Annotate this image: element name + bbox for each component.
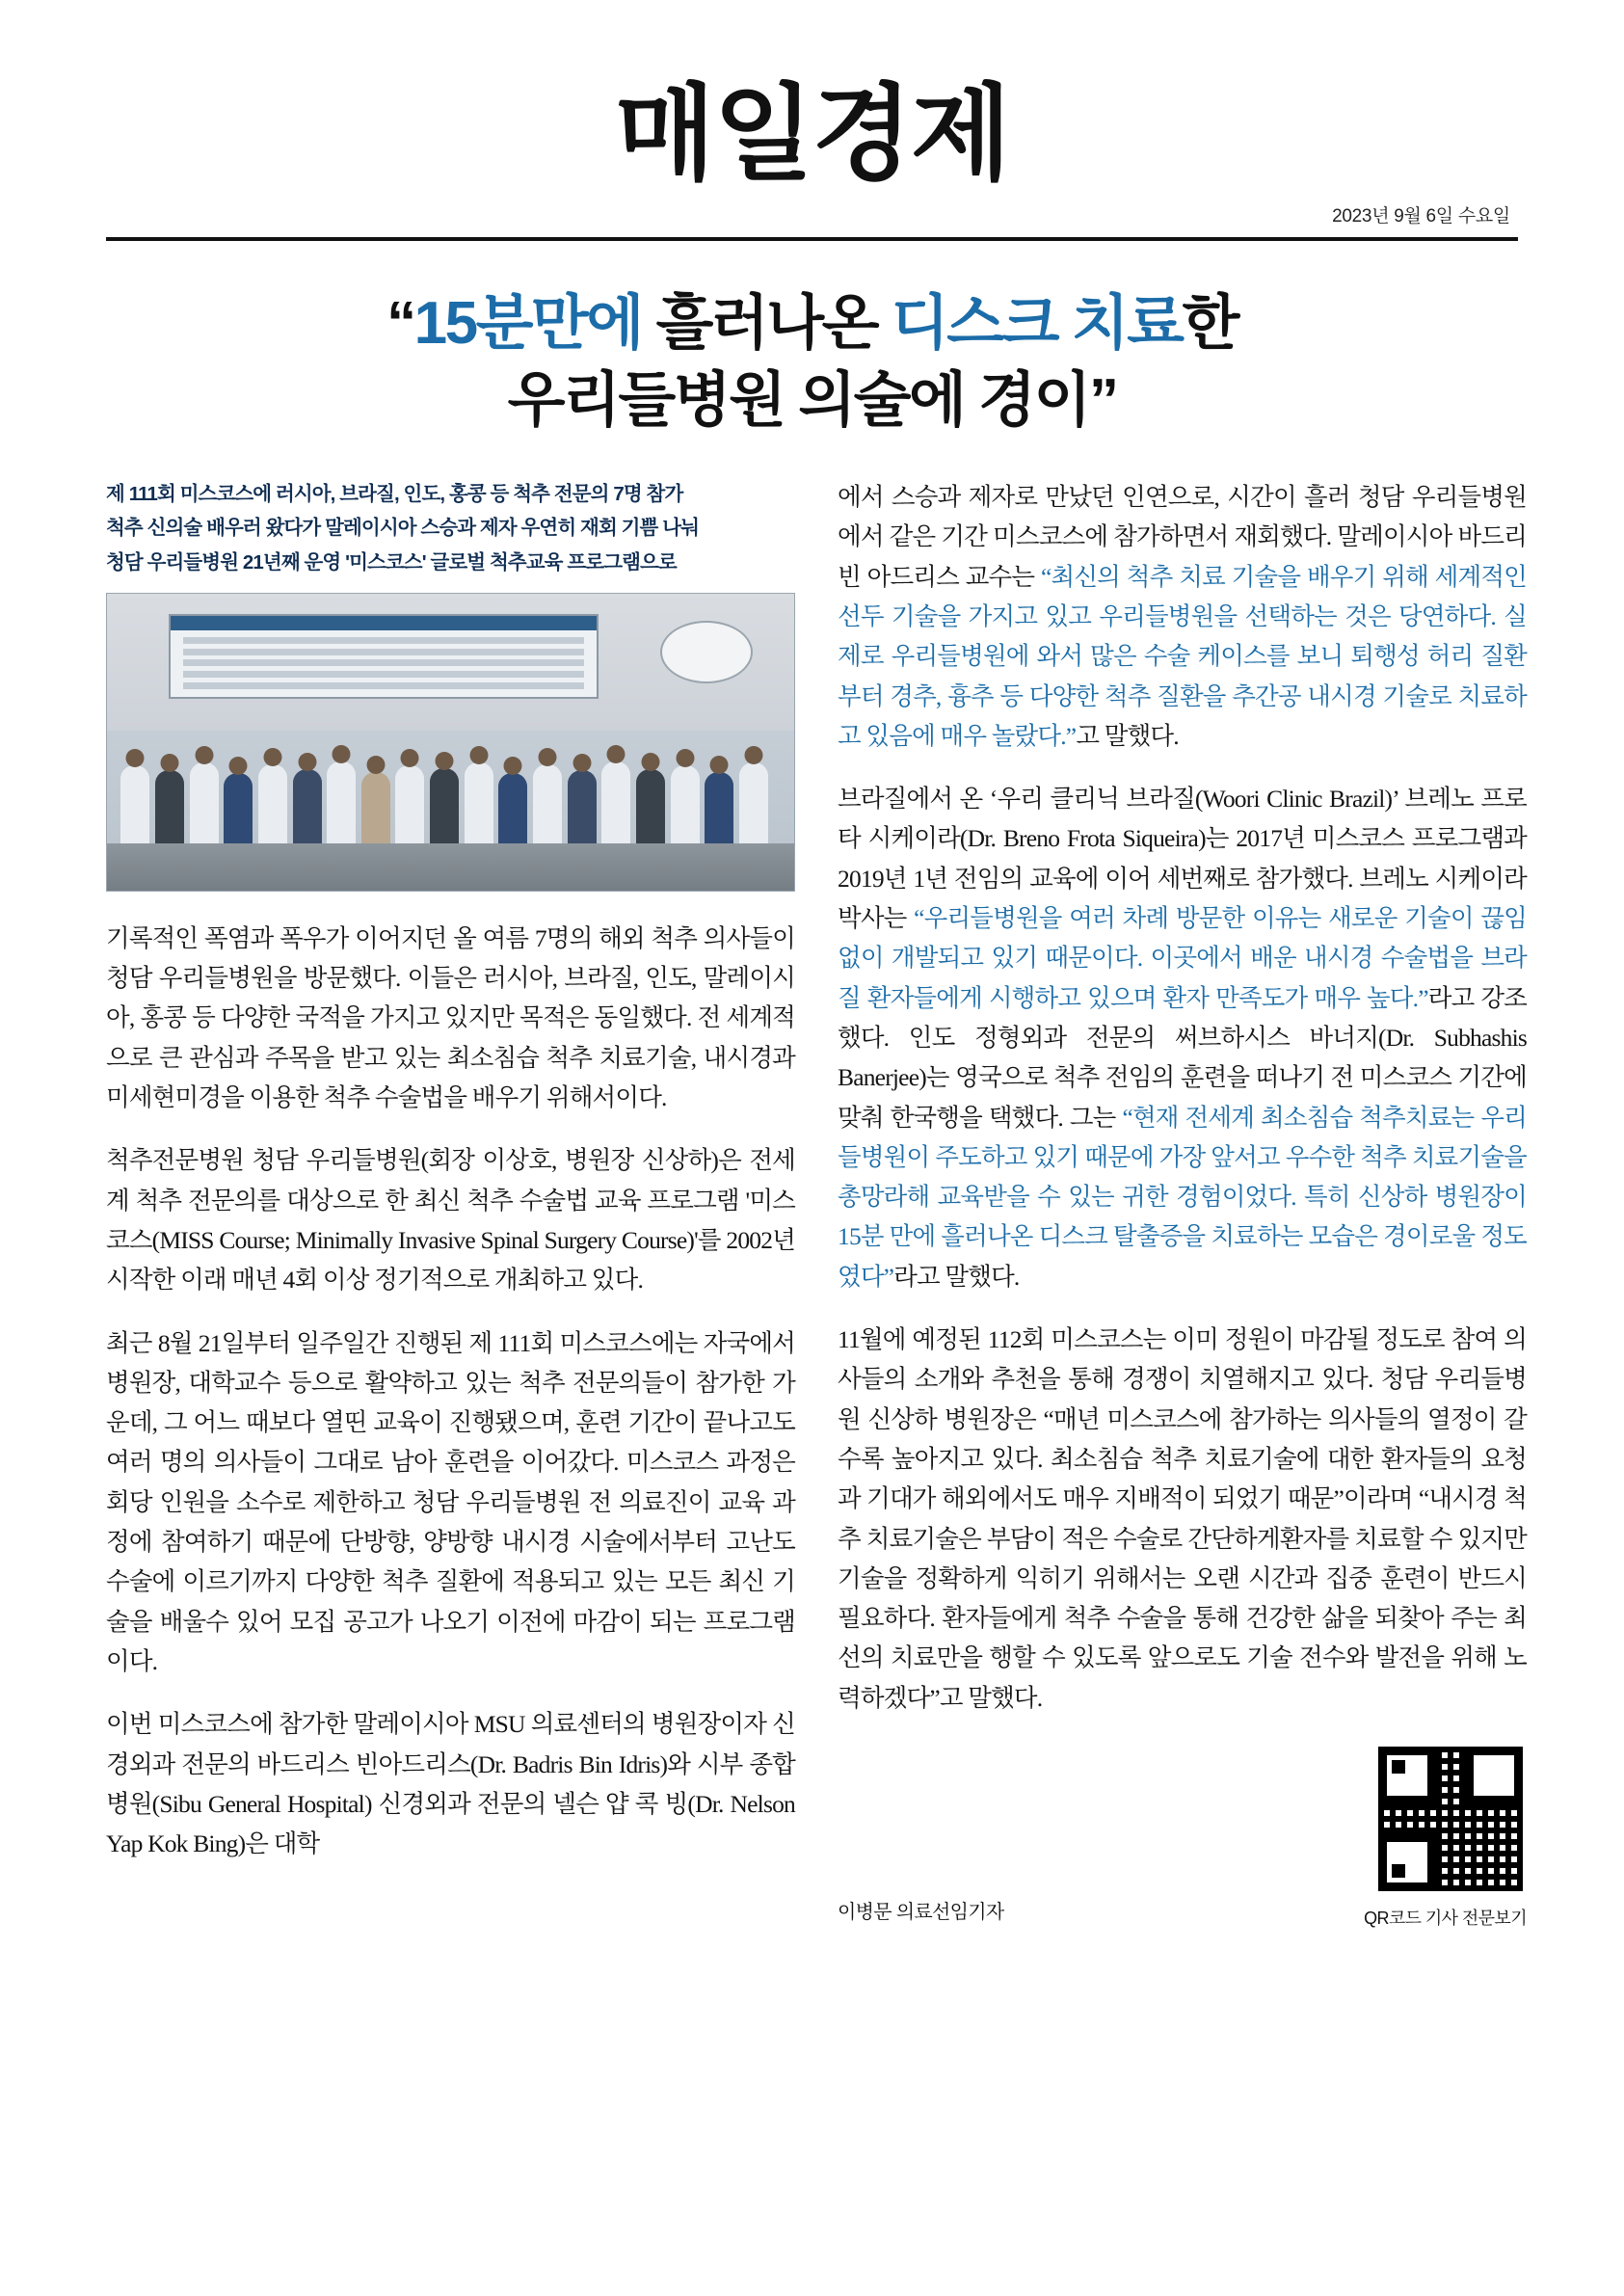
photo-person [739,762,768,848]
headline-accent-2: 디스크 치료 [891,290,1183,358]
byline: 이병문 의료선임기자 [838,1902,1004,1924]
pull-quote: “우리들병원을 여러 차례 방문한 이유는 새로운 기술이 끊임없이 개발되고 있기 때문이다. 이곳에서 배운 내시경 수술법을 브라질 환자들에게 시행하고 있으며 환자 만족도가 매우 높다.” [838,904,1527,1012]
headline-close-quote: ” [1088,366,1117,434]
paragraph-text: 브라질에서 온 ‘우리 클리닉 브라질(Woori Clinic Brazil)’ 브레노 프로타 시케이라(Dr. Breno Frota Siqueira)는 2017년 미스코스 프로그램과 2019년 1년 전임의 교육에 이어 세번째로 참가했다. 브레노 시케이라 박사는 [838,785,1527,933]
photo-person [533,764,562,849]
photo-person [120,765,149,849]
paragraph: 이번 미스코스에 참가한 말레이시아 MSU 의료센터의 병원장이자 신경외과 전문의 바드리스 빈아드리스(Dr. Badris Bin Idris)와 시부 종합병원(Sibu General Hospital) 신경외과 전문의 넬슨 얍 콕 빙(Dr. Nelson Yap Kok Bing)은 대학 [106,1710,795,1858]
article-photo [106,593,795,892]
photo-person [671,765,700,849]
photo-person [568,770,597,848]
photo-screen-row [183,637,584,644]
kicker-line-2: 척추 신의술 배우러 왔다가 말레이시아 스승과 제자 우연히 재회 기쁨 나눠 [106,517,700,540]
paragraph: 최근 8월 21일부터 일주일간 진행된 제 111회 미스코스에는 자국에서 병원장, 대학교수 등으로 활약하고 있는 척추 전문의들이 참가한 가운데, 그 어느 때보다 열띤 교육이 진행됐으며, 훈련 기간이 끝나고도 여러 명의 의사들이 그대로 남아 훈련을 이어갔다. 미스코스 과정은 회당 인원을 소수로 제한하고 청담 우리들병원 전 의료진이 교육 과정에 참여하기 때문에 단방향, 양방향 내시경 시술에서부터 고난도 수술에 이르기까지 다양한 척추 질환에 적용되고 있는 모든 최신 기술을 배울수 있어 모집 공고가 나오기 이전에 마감이 되는 프로그램이다. [106,1328,795,1675]
headline-line-2-text: 우리들병원 의술에 경이 [507,366,1089,434]
photo-screen-row [183,649,584,655]
headline-plain-2: 한 [1182,290,1238,358]
qr-code-icon[interactable] [1374,1743,1527,1895]
paragraph [838,477,1527,756]
photo-floor [107,843,794,891]
photo-person [327,761,356,849]
article-footer [838,1743,1527,1930]
kicker-line-1: 제 111회 미스코스에 러시아, 브라질, 인도, 홍콩 등 척추 전문의 7명 참가 [106,483,683,506]
photo-person [498,773,527,849]
qr-caption: QR코드 기사 전문보기 [1364,1909,1527,1929]
masthead [106,75,1518,241]
paragraph-text: 고 말했다. [1076,721,1179,750]
photo-person [601,761,630,849]
photo-person [155,770,184,848]
headline-line-1 [106,285,1518,361]
photo-presentation-screen [169,614,599,698]
photo-person [224,773,253,849]
photo-person [190,762,219,848]
photo-screen-row [183,671,584,678]
qr-finder-core [1392,1760,1405,1774]
publication-date: 2023년 9월 6일 수요일 [1332,206,1510,227]
right-column [838,477,1527,1930]
headline-plain-1: 흘러나온 [641,290,892,358]
paragraph: 척추전문병원 청담 우리들병원(회장 이상호, 병원장 신상하)은 전세계 척추 전문의를 대상으로 한 최신 척추 수술법 교육 프로그램 '미스코스(MISS Course; Minimally Invasive Spinal Surgery Course)'를 2002년 시작한 이래 매년 4회 이상 정기적으로 개최하고 있다. [106,1146,795,1295]
photo-crowd [107,718,794,849]
paragraph [838,779,1527,1296]
photo-person [465,762,493,848]
pull-quote: “현재 전세계 최소침습 척추치료는 우리들병원이 주도하고 있기 때문에 가장 앞서고 우수한 척추 치료기술을 총망라해 교육받을 수 있는 귀한 경험이었다. 특히 신상하 병원장이 15분 만에 흘러나온 디스크 탈출증을 치료하는 모습은 경이로울 정도였다” [838,1103,1527,1291]
qr-finder-core [1496,1760,1509,1774]
photo-screen-row [183,659,584,666]
headline-line-2 [106,362,1518,439]
paragraph-text: 라고 강조했다. 인도 정형외과 전문의 써브하시스 바너지(Dr. Subhashis Banerjee)는 영국으로 척추 전임의 훈련을 떠나기 전 미스코스 기간에 맞춰 한국행을 택했다. 그는 [838,983,1527,1132]
photo-person [293,769,322,849]
qr-finder-bottom-left [1378,1833,1436,1891]
qr-finder-core [1392,1864,1405,1878]
photo-person [705,772,733,849]
kicker-line-3: 청담 우리들병원 21년째 운영 '미스코스' 글로벌 척추교육 프로그램으로 [106,550,677,574]
masthead-title: 매일경제 [614,75,1010,192]
qr-block [1364,1743,1527,1930]
photo-screen-titlebar [171,616,597,630]
paragraph: 11월에 예정된 112회 미스코스는 이미 정원이 마감될 정도로 참여 의사들의 소개와 추천을 통해 경쟁이 치열해지고 있다. 청담 우리들병원 신상하 병원장은 “매년 미스코스에 참가하는 의사들의 열정이 갈수록 높아지고 있다. 최소침습 척추 치료기술에 대한 환자들의 요청과 기대가 해외에서도 매우 지배적이 되었기 때문”이라며 “내시경 척추 치료기술은 부담이 적은 수술로 간단하게환자를 치료할 수 있지만 기술을 정확하게 익히기 위해서는 오랜 시간과 집중 훈련이 반드시 필요하다. 환자들에게 척추 수술을 통해 건강한 삶을 되찾아 주는 최선의 치료만을 행할 수 있도록 앞으로도 기술 전수와 발전을 위해 노력하겠다”고 말했다. [838,1325,1527,1712]
pull-quote: “최신의 척추 치료 기술을 배우기 위해 세계적인 선두 기술을 가지고 있고 우리들병원을 선택하는 것은 당연하다. 실제로 우리들병원에 와서 많은 수술 케이스를 보니 퇴행성 허리 질환부터 경추, 흉추 등 다양한 척추 질환을 추간공 내시경 기술로 치료하고 있음에 매우 놀랐다.” [838,562,1528,750]
photo-person [361,772,390,849]
page-title [106,285,1518,439]
article-kicker [106,477,795,579]
masthead-divider [106,237,1518,241]
photo-person [258,764,287,849]
headline-open-quote: “ [386,290,414,358]
article-columns [106,477,1528,1930]
paragraph: 기록적인 폭염과 폭우가 이어지던 올 여름 7명의 해외 척추 의사들이 청담 우리들병원을 방문했다. 이들은 러시아, 브라질, 인도, 말레이시아, 홍콩 등 다양한 국적을 가지고 있지만 목적은 동일했다. 전 세계적으로 큰 관심과 주목을 받고 있는 최소침습 척추 치료기술, 내시경과 미세현미경을 이용한 척추 수술법을 배우기 위해서이다. [106,923,795,1112]
photo-person [430,768,459,849]
photo-person [636,769,665,849]
paragraph-text: 에서 스승과 제자로 만났던 인연으로, 시간이 흘러 청담 우리들병원에서 같은 기간 미스코스에 참가하면서 재회했다. 말레이시아 바드리빈 아드리스 교수는 [838,483,1527,591]
photo-wall-clock [660,621,754,684]
photo-screen-row [183,682,584,689]
left-column [106,477,795,1886]
headline-accent-1: 15분만에 [413,290,642,358]
photo-person [395,765,424,849]
paragraph-text: 라고 말했다. [893,1262,1020,1291]
